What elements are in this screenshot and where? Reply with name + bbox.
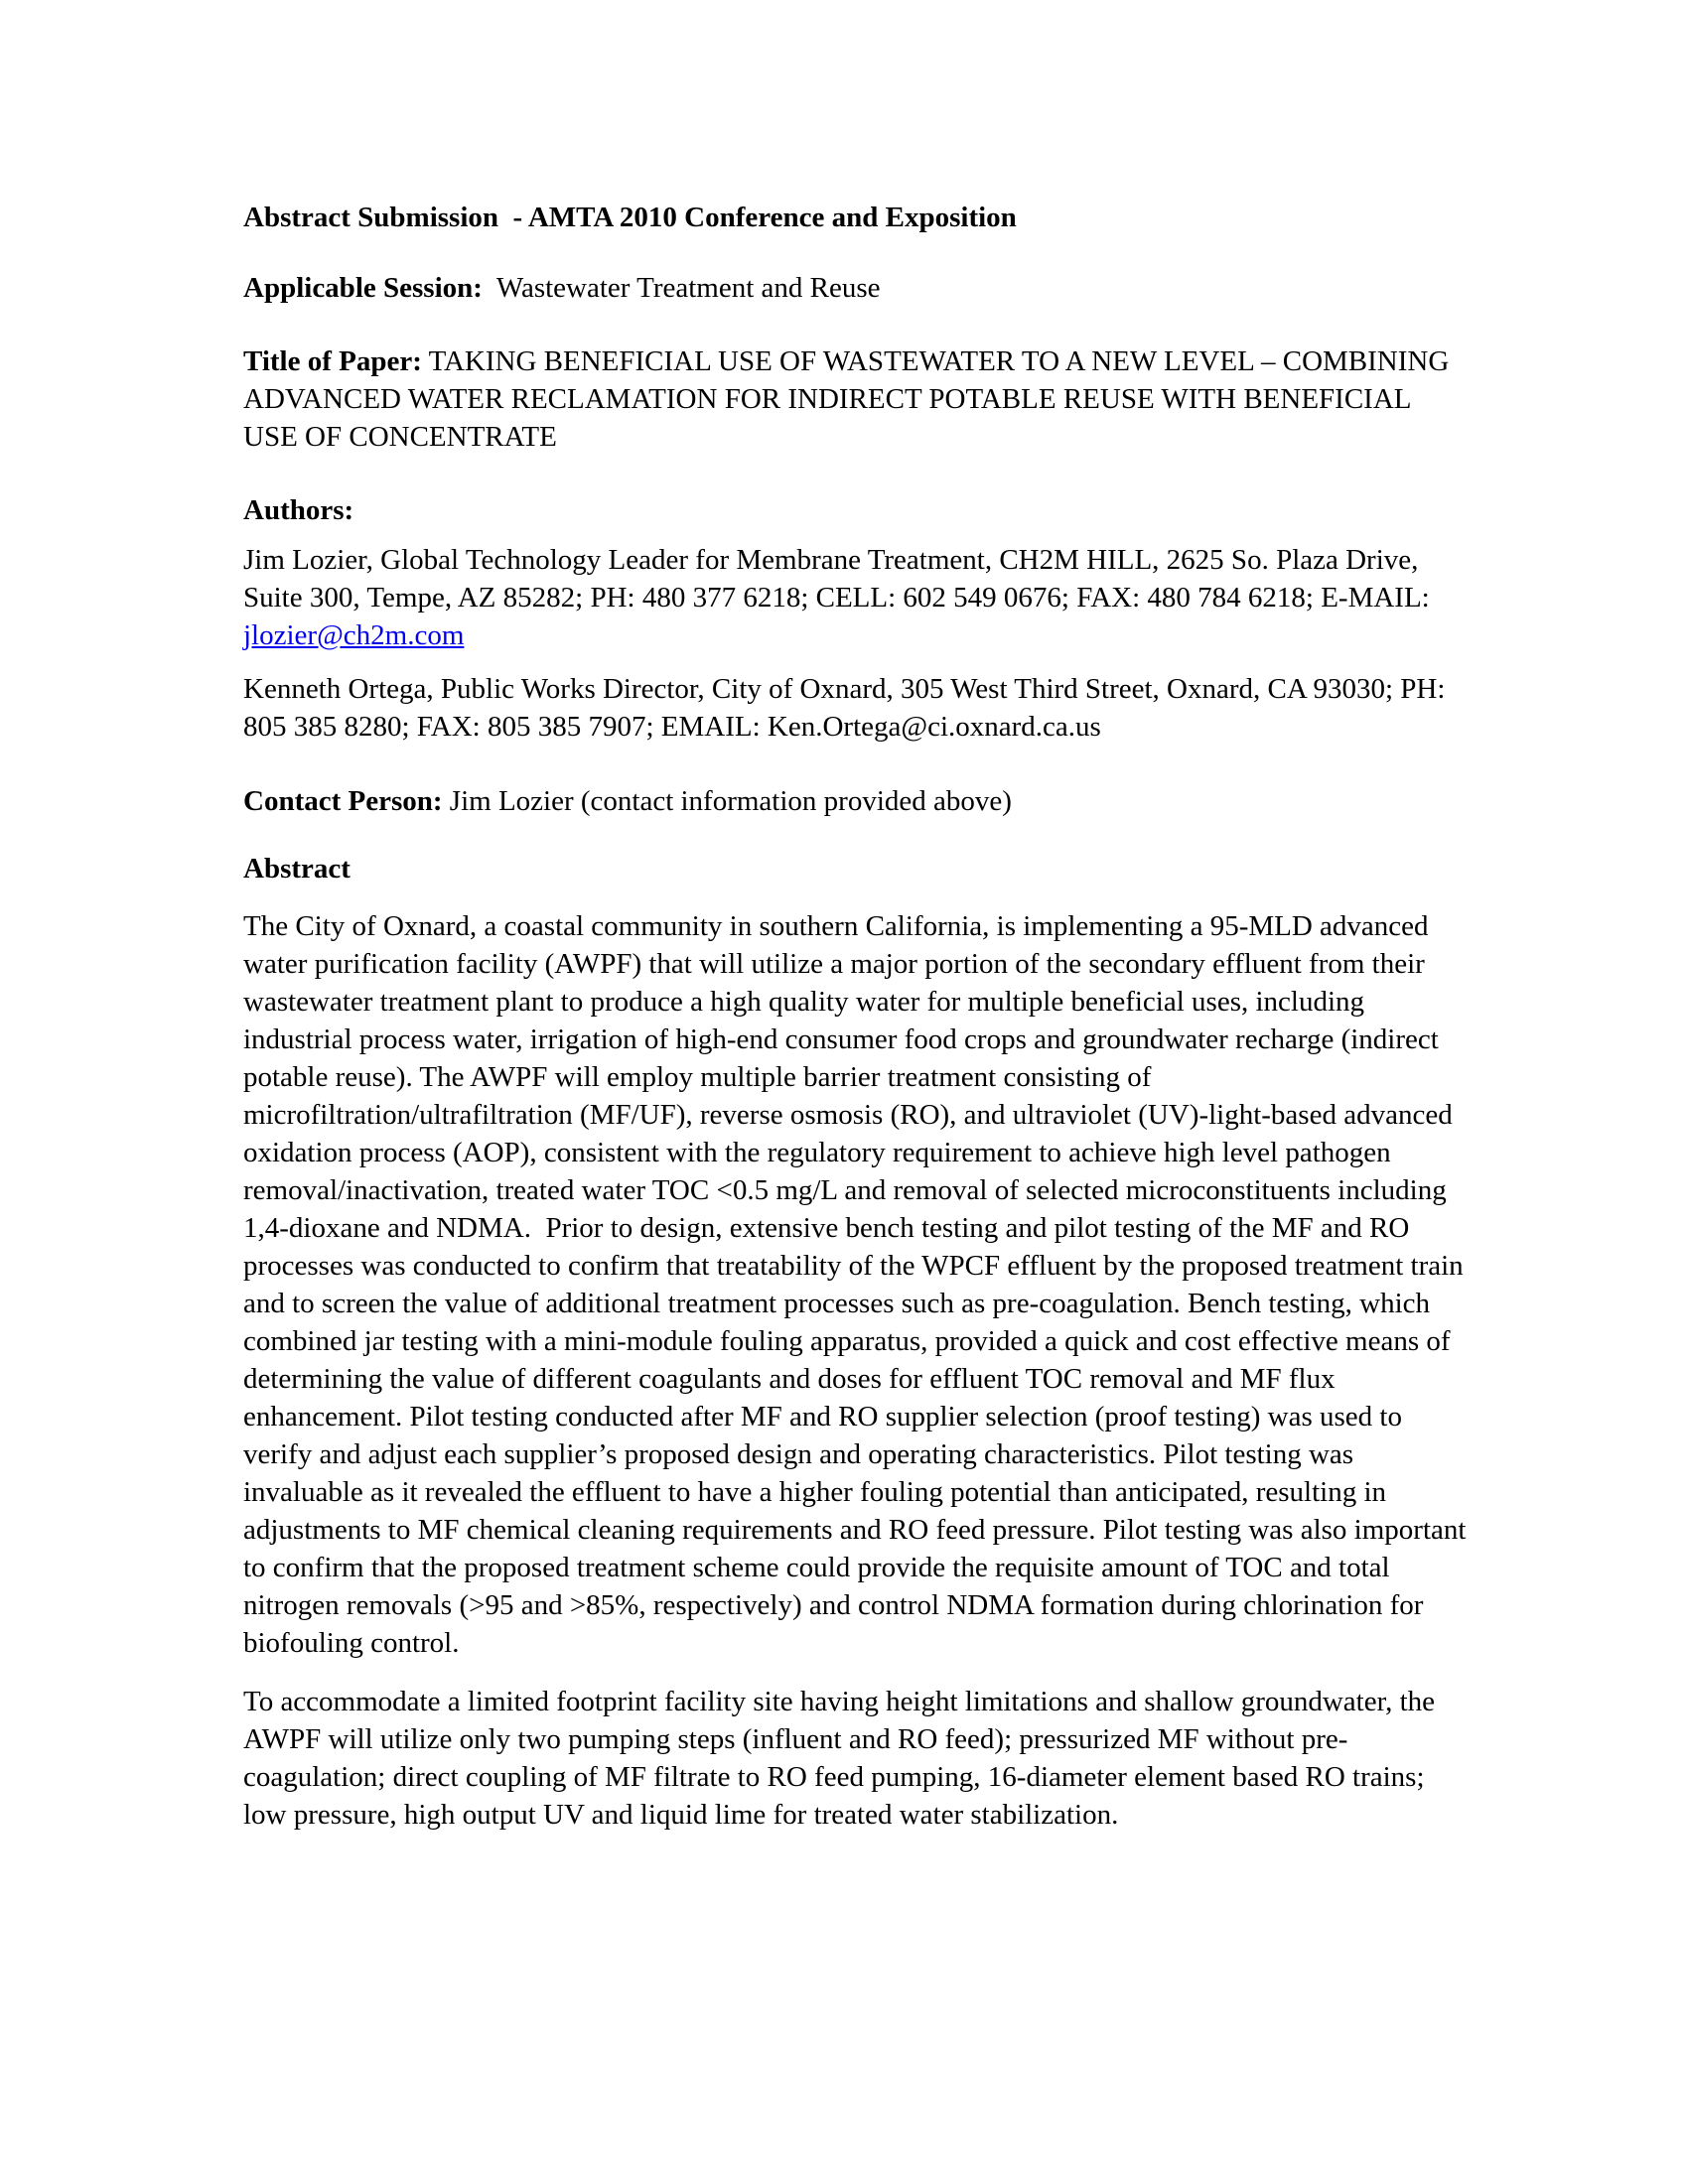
author1-details: Jim Lozier, Global Technology Leader for Membrane Treatment, CH2M HILL, 2625 So. Plaza Drive, Suite 300, Tempe, AZ 85282; PH: 480 377 6218; CELL: 602 549 0676; FAX: 480 784 6218; E-MAIL:	[243, 544, 1437, 614]
document-title: Abstract Submission - AMTA 2010 Conference and Exposition	[243, 202, 1017, 233]
paper-title-label: Title of Paper:	[243, 345, 422, 377]
abstract-paragraph-1: The City of Oxnard, a coastal community in southern California, is implementing a 95-MLD advanced water purification facility (AWPF) that will utilize a major portion of the secondary effluent from their wastewater treatment plant to produce a high quality water for multiple beneficial uses, including industrial process water, irrigation of high-end consumer food crops and groundwater recharge (indirect potable reuse). The AWPF will employ multiple barrier treatment consisting of microfiltration/ultrafiltration (MF/UF), reverse osmosis (RO), and ultraviolet (UV)-light-based advanced oxidation process (AOP), consistent with the regulatory requirement to achieve high level pathogen removal/inactivation, treated water TOC <0.5 mg/L and removal of selected microconstituents including 1,4-dioxane and NDMA. Prior to design, extensive bench testing and pilot testing of the MF and RO processes was conducted to confirm that treatability of the WPCF effluent by the proposed treatment train and to screen the value of additional treatment processes such as pre-coagulation. Bench testing, which combined jar testing with a mini-module fouling apparatus, provided a quick and cost effective means of determining the value of different coagulants and doses for effluent TOC removal and MF flux enhancement. Pilot testing conducted after MF and RO supplier selection (proof testing) was used to verify and adjust each supplier’s proposed design and operating characteristics. Pilot testing was invaluable as it revealed the effluent to have a higher fouling potential than anticipated, resulting in adjustments to MF chemical cleaning requirements and RO feed pressure. Pilot testing was also important to confirm that the proposed treatment scheme could provide the requisite amount of TOC and total nitrogen removals (>95 and >85%, respectively) and control NDMA formation during chlorination for biofouling control.	[243, 910, 1474, 1659]
abstract-heading: Abstract	[243, 853, 351, 885]
paper-title-value: TAKING BENEFICIAL USE OF WASTEWATER TO A NEW LEVEL – COMBINING ADVANCED WATER RECLAMATION FOR INDIRECT POTABLE REUSE WITH BENEFICIAL USE OF CONCENTRATE	[243, 345, 1455, 453]
authors-heading: Authors:	[243, 494, 354, 526]
applicable-session-label: Applicable Session:	[243, 272, 483, 304]
author2-paragraph: Kenneth Ortega, Public Works Director, City of Oxnard, 305 West Third Street, Oxnard, CA 93030; PH: 805 385 8280; FAX: 805 385 7907; EMAIL: Ken.Ortega@ci.oxnard.ca.us	[243, 673, 1453, 743]
contact-person-value: Jim Lozier (contact information provided above)	[442, 785, 1012, 817]
applicable-session-value: Wastewater Treatment and Reuse	[482, 272, 881, 304]
contact-person-label: Contact Person:	[243, 785, 443, 817]
applicable-session-line	[243, 269, 1470, 307]
author1-email-link[interactable]: jlozier@ch2m.com	[243, 619, 465, 651]
author1-paragraph	[243, 541, 1470, 654]
document-content	[243, 199, 1474, 1834]
abstract-paragraph-2: To accommodate a limited footprint facility site having height limitations and shallow groundwater, the AWPF will utilize only two pumping steps (influent and RO feed); pressurized MF without pre-coagulation; direct coupling of MF filtrate to RO feed pumping, 16-diameter element based RO trains; low pressure, high output UV and liquid lime for treated water stabilization.	[243, 1686, 1441, 1831]
contact-person-line	[243, 782, 1470, 820]
paper-title-line	[243, 342, 1470, 456]
